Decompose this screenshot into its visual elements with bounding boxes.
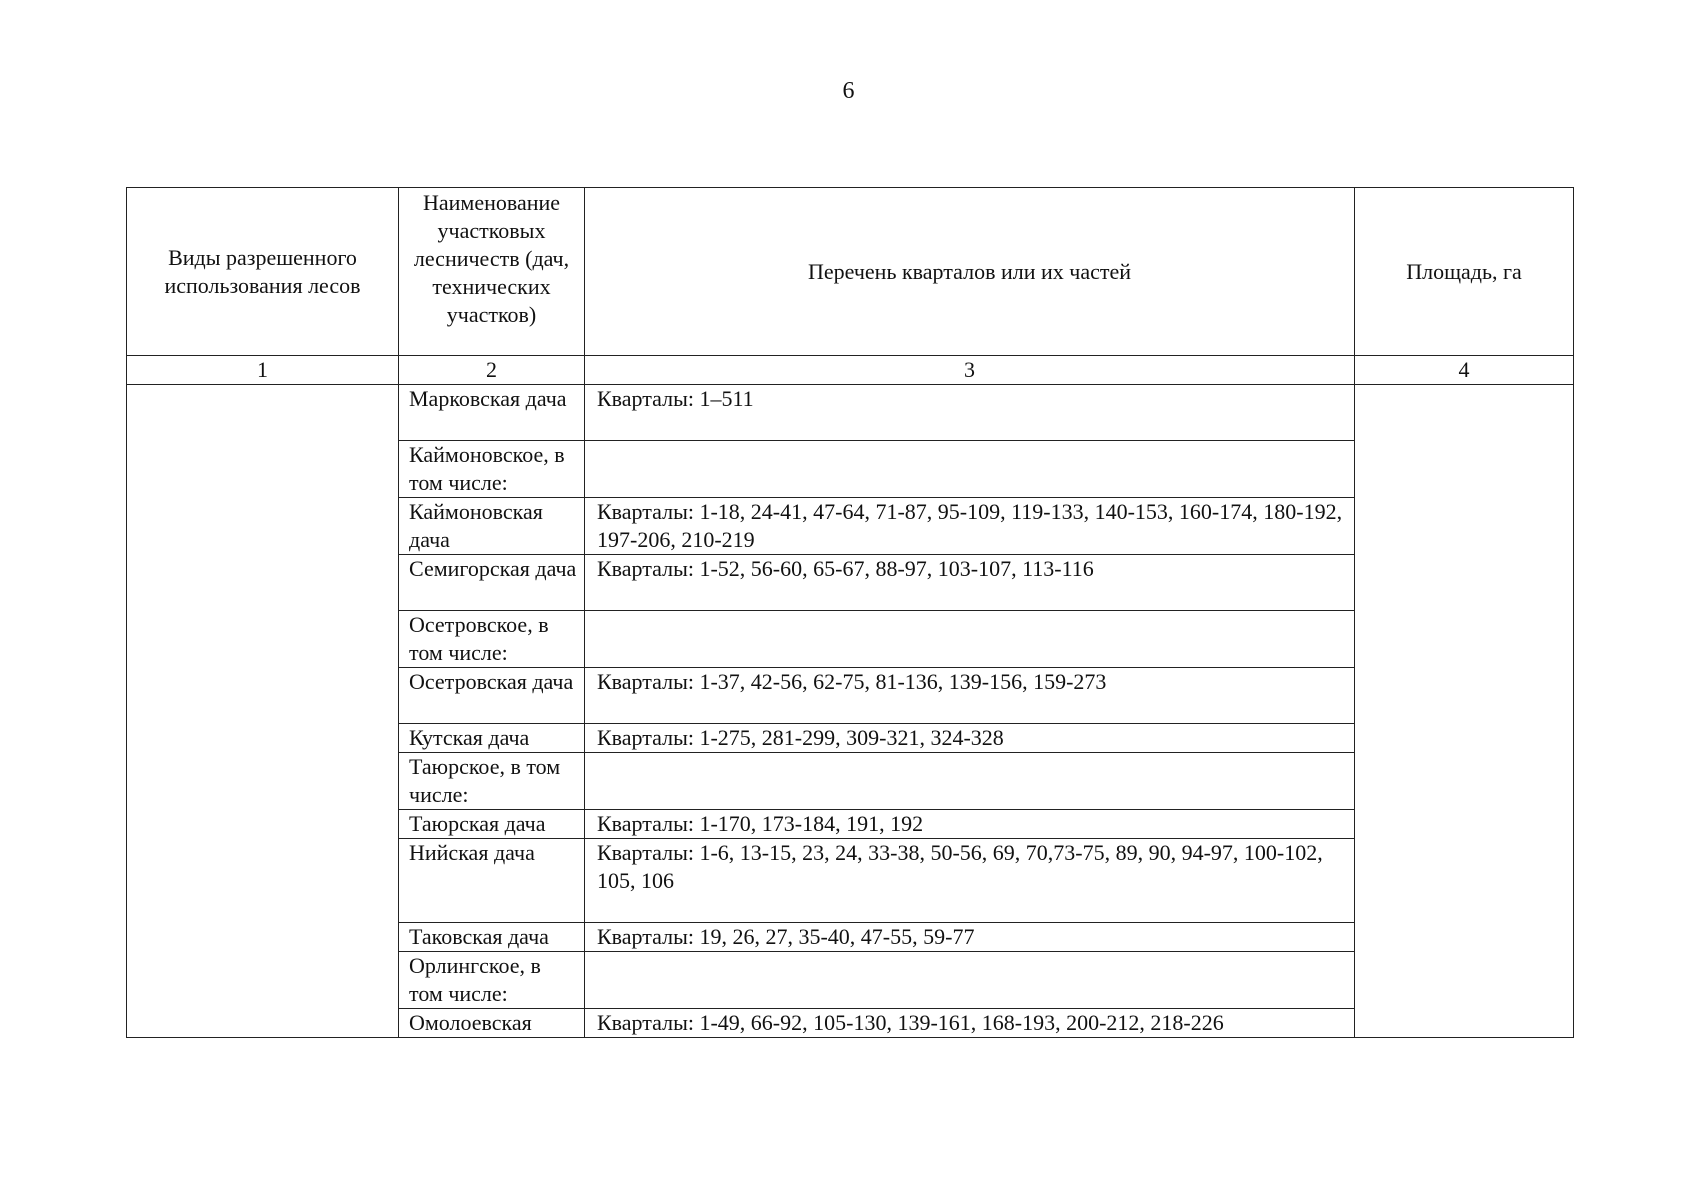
table-row [127, 385, 1574, 441]
header-usage-types: Виды разрешенного использования лесов [127, 188, 399, 356]
quarter-list: Кварталы: 1-275, 281-299, 309-321, 324-328 [585, 724, 1355, 753]
usage-type-cell [127, 385, 399, 1038]
quarter-list: Кварталы: 1-49, 66-92, 105-130, 139-161, 168-193, 200-212, 218-226 [585, 1009, 1355, 1038]
forestry-name: Омолоевская [399, 1009, 585, 1038]
quarter-list [585, 611, 1355, 668]
forestry-name: Орлингское, в том числе: [399, 952, 585, 1009]
forestry-name: Каймоновская дача [399, 498, 585, 555]
quarter-list: Кварталы: 1-6, 13-15, 23, 24, 33-38, 50-56, 69, 70,73-75, 89, 90, 94-97, 100-102, 105, 106 [585, 839, 1355, 923]
forestry-name: Кутская дача [399, 724, 585, 753]
forestry-name: Таковская дача [399, 923, 585, 952]
header-quarter-list: Перечень кварталов или их частей [585, 188, 1355, 356]
quarter-list: Кварталы: 19, 26, 27, 35-40, 47-55, 59-77 [585, 923, 1355, 952]
forestry-name: Осетровская дача [399, 668, 585, 724]
column-number: 4 [1355, 356, 1574, 385]
quarter-list [585, 952, 1355, 1009]
header-forestry-names: Наименование участковых лесничеств (дач, технических участков) [399, 188, 585, 356]
forestry-name: Нийская дача [399, 839, 585, 923]
column-number: 2 [399, 356, 585, 385]
forest-quarters-table [126, 187, 1574, 1038]
header-area: Площадь, га [1355, 188, 1574, 356]
forestry-name: Марковская дача [399, 385, 585, 441]
column-numbers-row [127, 356, 1574, 385]
forestry-name: Таюрская дача [399, 810, 585, 839]
area-cell [1355, 385, 1574, 1038]
forestry-name: Осетровское, в том числе: [399, 611, 585, 668]
table-header-row [127, 188, 1574, 356]
quarter-list: Кварталы: 1-170, 173-184, 191, 192 [585, 810, 1355, 839]
quarter-list: Кварталы: 1-18, 24-41, 47-64, 71-87, 95-109, 119-133, 140-153, 160-174, 180-192, 197-206, 210-219 [585, 498, 1355, 555]
page-number: 6 [842, 78, 855, 104]
forestry-name: Таюрское, в том числе: [399, 753, 585, 810]
quarter-list [585, 753, 1355, 810]
quarter-list: Кварталы: 1-52, 56-60, 65-67, 88-97, 103-107, 113-116 [585, 555, 1355, 611]
forestry-name: Каймоновское, в том числе: [399, 441, 585, 498]
column-number: 3 [585, 356, 1355, 385]
forestry-name: Семигорская дача [399, 555, 585, 611]
column-number: 1 [127, 356, 399, 385]
quarter-list: Кварталы: 1-37, 42-56, 62-75, 81-136, 139-156, 159-273 [585, 668, 1355, 724]
quarter-list: Кварталы: 1–511 [585, 385, 1355, 441]
quarter-list [585, 441, 1355, 498]
